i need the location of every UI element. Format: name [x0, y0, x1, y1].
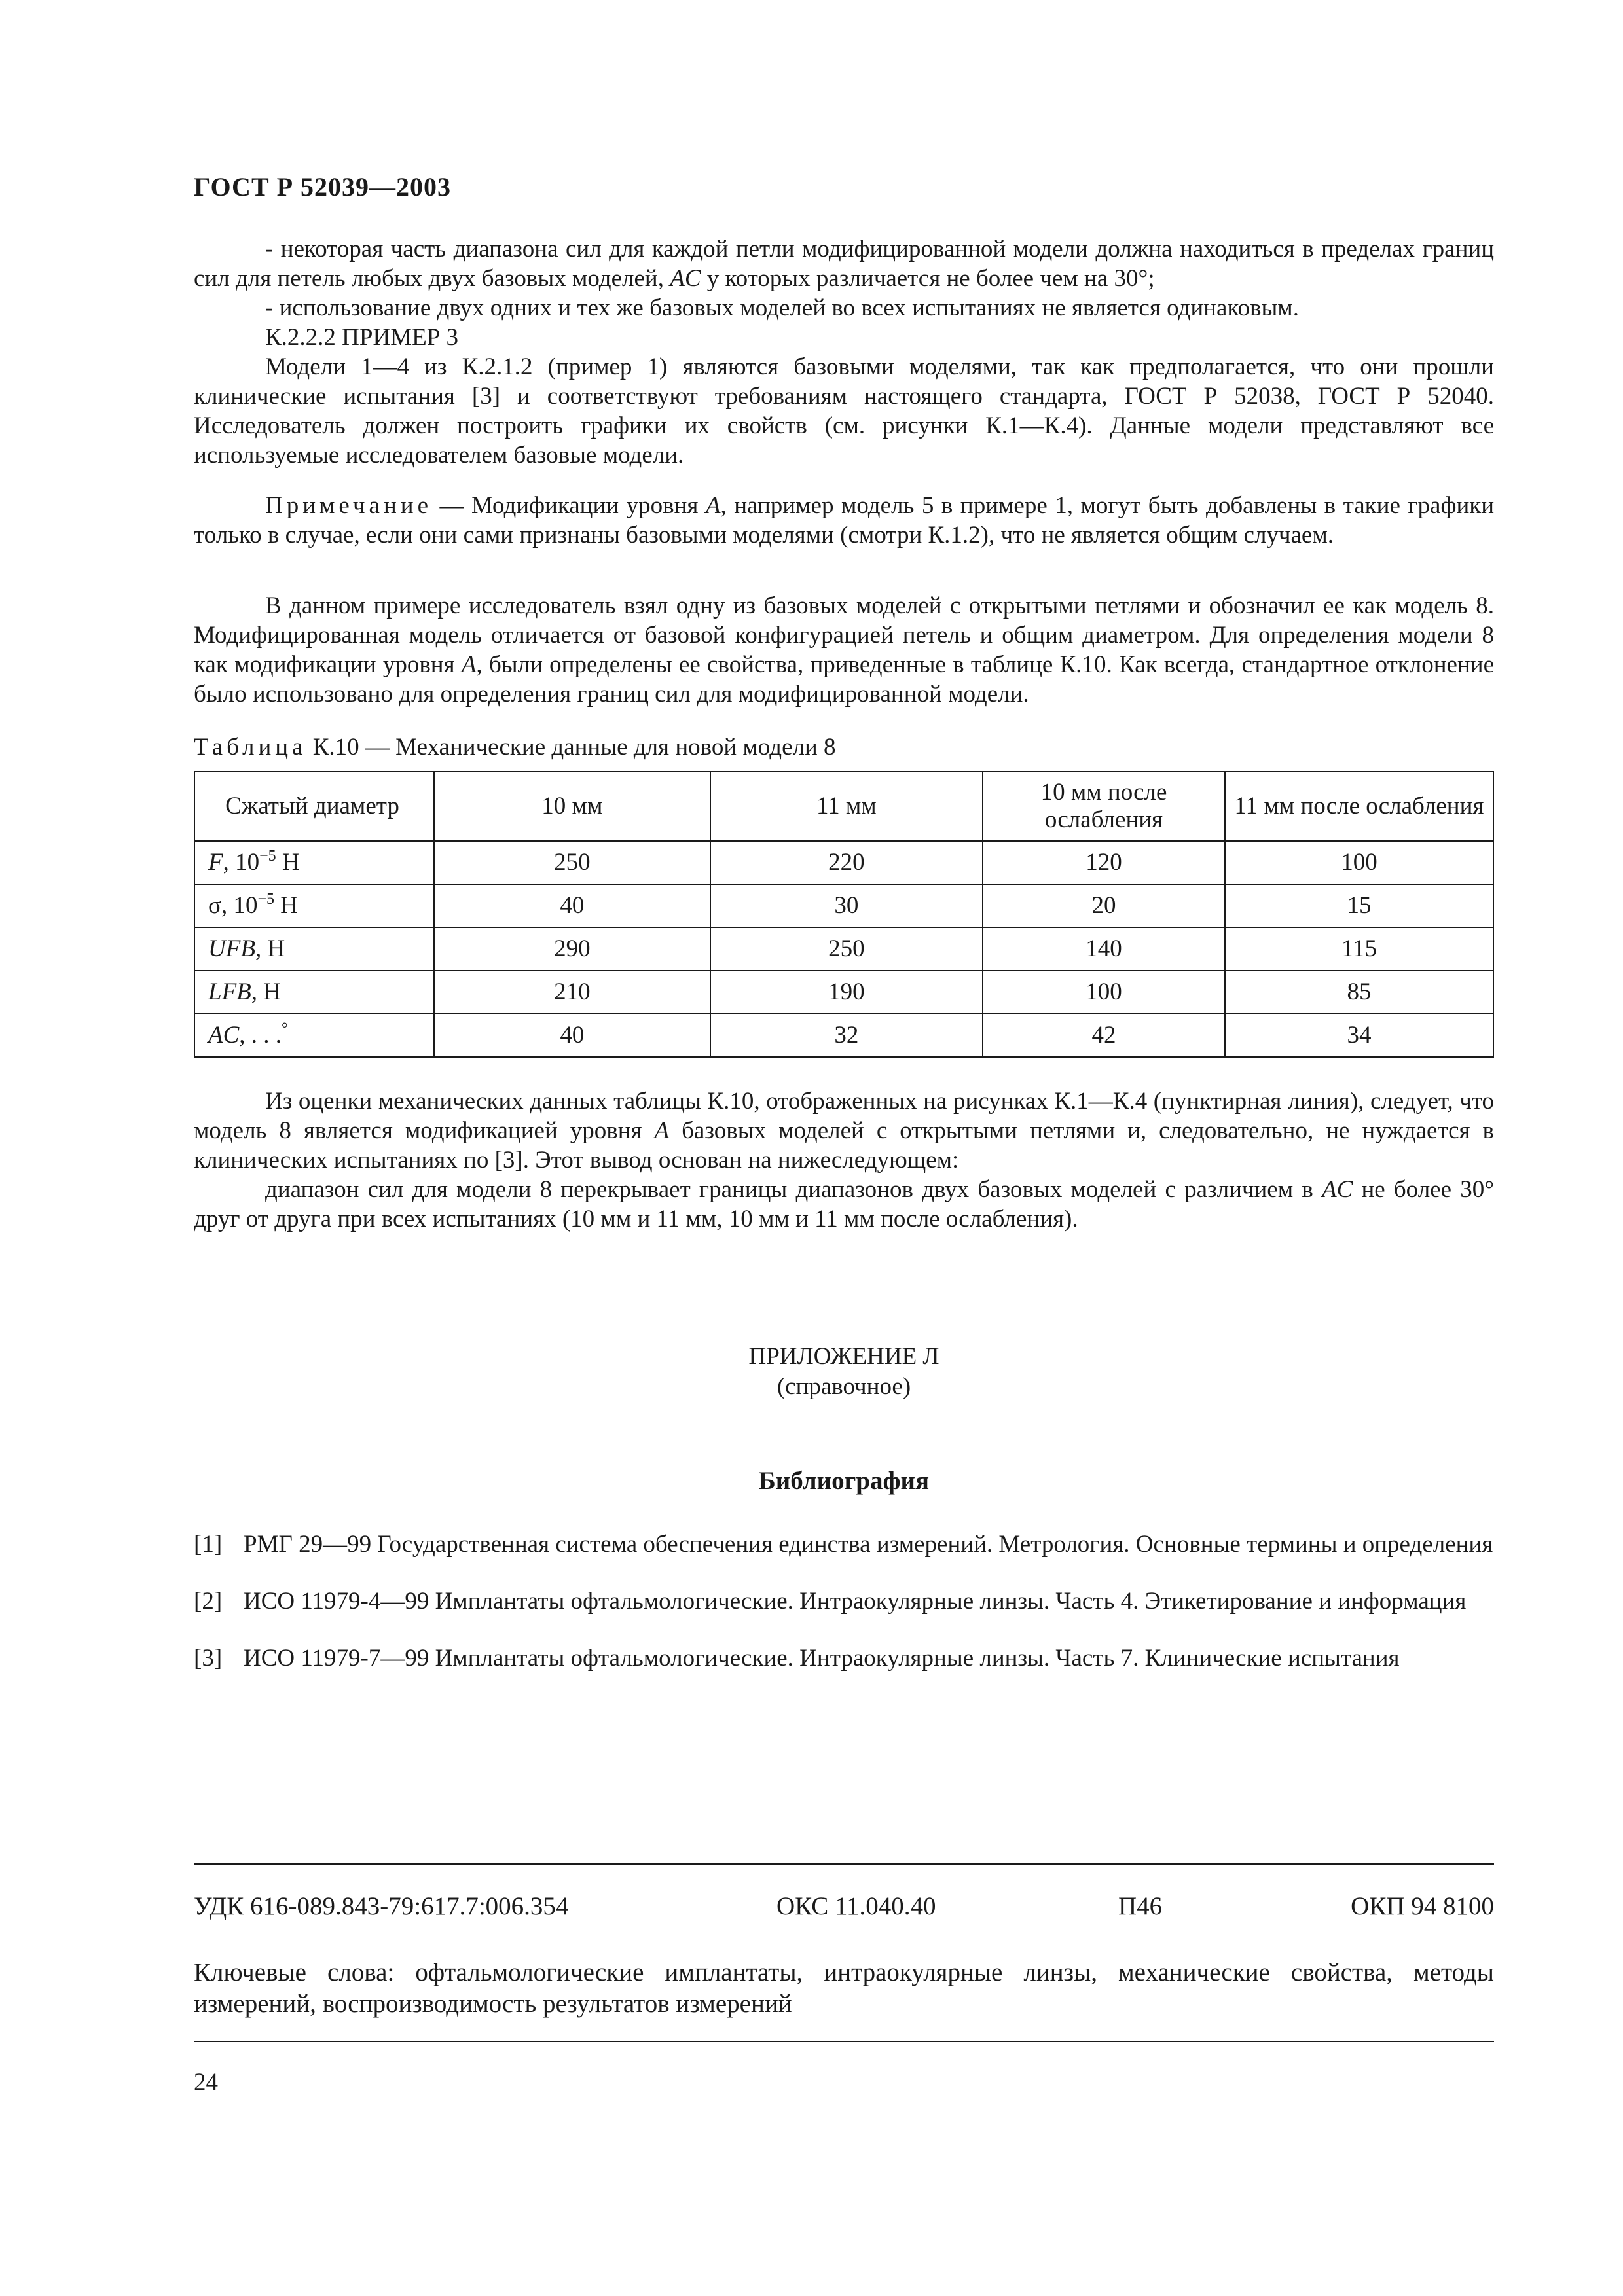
table-cell: 40	[434, 1014, 710, 1057]
example-paragraph: В данном примере исследователь взял одну из базовых моделей с открытыми петлями и обозначил ее как модель 8. Модифицированная модель отличается от базовой конфигурацией петель и общим диаметром. Для определения модели 8 как модификации уровня А, были определены ее свойства, приведенные в таблице К.10. Как всегда, стандартное отклонение было использовано для определения границ сил для модифицированной модели.	[194, 592, 1494, 708]
table-cell: 85	[1225, 971, 1493, 1014]
bibliography-number: [2]	[194, 1588, 223, 1615]
bibliography-item	[194, 1644, 1494, 1672]
table-header-cell: 10 мм после ослабления	[983, 772, 1225, 841]
bibliography-text: ИСО 11979-7—99 Имплантаты офтальмологические. Интраокулярные линзы. Часть 7. Клинические испытания	[244, 1645, 1400, 1672]
bibliography-text: РМГ 29—99 Государственная система обеспечения единства измерений. Метрология. Основные термины и определения	[244, 1531, 1493, 1558]
table-header-cell: 10 мм	[434, 772, 710, 841]
page-number: 24	[194, 2069, 218, 2096]
paragraph-two-models: - использование двух одних и тех же базовых моделей во всех испытаниях не является одинаковым.	[265, 295, 1299, 321]
bibliography-item	[194, 1587, 1494, 1615]
keywords: Ключевые слова: офтальмологические имплантаты, интраокулярные линзы, механические свойства, методы измерений, воспроизводимость результатов измерений	[194, 1958, 1494, 2018]
table-header-cell: 11 мм после ослабления	[1225, 772, 1493, 841]
footer-divider-bottom	[194, 2041, 1494, 2042]
note-paragraph: Примечание — Модификации уровня А, например модель 5 в примере 1, могут быть добавлены в такие графики только в случае, если они сами признаны базовыми моделями (смотри К.1.2), что не является общим случаем.	[194, 492, 1495, 548]
bibliography-number: [3]	[194, 1645, 223, 1672]
table-cell: 20	[983, 884, 1225, 927]
table-cell: 250	[710, 927, 983, 971]
table-cell: 42	[983, 1014, 1225, 1057]
range-paragraph: диапазон сил для модели 8 перекрывает границы диапазонов двух базовых моделей с различием в AC не более 30° друг от друга при всех испытаниях (10 мм и 11 мм, 10 мм и 11 мм после ослабления).	[194, 1176, 1494, 1232]
table-row	[194, 971, 1493, 1014]
table-caption: Таблица К.10 — Механические данные для новой модели 8	[194, 734, 836, 761]
table-cell: 140	[983, 927, 1225, 971]
p46-code: П46	[1118, 1892, 1163, 1920]
mechanical-data-table	[194, 771, 1494, 1058]
table-cell: 120	[983, 841, 1225, 884]
okp-code: ОКП 94 8100	[1351, 1892, 1494, 1920]
table-cell: 250	[434, 841, 710, 884]
paragraph-force-range: - некоторая часть диапазона сил для каждой петли модифицированной модели должна находиться в пределах границ сил для петель любых двух базовых моделей, AC у которых различается не более чем на 30°;	[194, 236, 1494, 292]
conclusion-paragraph: Из оценки механических данных таблицы К.10, отображенных на рисунках К.1—К.4 (пунктирная линия), следует, что модель 8 является модификацией уровня А базовых моделей с открытыми петлями и, следовательно, не нуждается в клинических испытаниях по [3]. Этот вывод основан на нижеследующем:	[194, 1088, 1494, 1174]
row-label: F, $10^{-5}$ Н	[194, 841, 434, 884]
table-cell: 115	[1225, 927, 1493, 971]
table-cell: 210	[434, 971, 710, 1014]
intro-block	[194, 234, 1494, 470]
section-heading-k222: К.2.2.2 ПРИМЕР 3	[265, 324, 459, 351]
oks-code: ОКС 11.040.40	[776, 1892, 936, 1920]
conclusion-block	[194, 1086, 1494, 1234]
bibliography-item	[194, 1530, 1494, 1558]
bibliography-text: ИСО 11979-4—99 Имплантаты офтальмологические. Интраокулярные линзы. Часть 4. Этикетирование и информация	[244, 1588, 1467, 1615]
row-label: LFB, Н	[194, 971, 434, 1014]
table-cell: 34	[1225, 1014, 1493, 1057]
table-cell: 100	[1225, 841, 1493, 884]
table-row	[194, 841, 1493, 884]
table-header-cell: Сжатый диаметр	[194, 772, 434, 841]
table-row	[194, 1014, 1493, 1057]
table-cell: 32	[710, 1014, 983, 1057]
note-block	[194, 491, 1494, 550]
row-label: UFB, Н	[194, 927, 434, 971]
udk-code: УДК 616-089.843-79:617.7:006.354	[194, 1892, 569, 1920]
table-cell: 40	[434, 884, 710, 927]
table-cell: 220	[710, 841, 983, 884]
table-row	[194, 927, 1493, 971]
table-row	[194, 884, 1493, 927]
appendix-subtitle: (справочное)	[776, 1373, 911, 1400]
table-header-row	[194, 772, 1493, 841]
table-header-cell: 11 мм	[710, 772, 983, 841]
appendix-title: ПРИЛОЖЕНИЕ Л	[748, 1343, 939, 1370]
footer-divider-top	[194, 1863, 1494, 1865]
paragraph-models-1-4: Модели 1—4 из К.2.1.2 (пример 1) являются базовыми моделями, так как предполагается, что они прошли клинические испытания [3] и соответствуют требованиям настоящего стандарта, ГОСТ Р 52038, ГОСТ Р 52040. Исследователь должен построить графики их свойств (см. рисунки К.1—К.4). Данные модели представляют все используемые исследователем базовые модели.	[194, 353, 1494, 469]
bibliography-heading: Библиография	[758, 1467, 930, 1495]
document-header-title: ГОСТ Р 52039—2003	[194, 172, 452, 202]
table-cell: 190	[710, 971, 983, 1014]
example-block	[194, 591, 1494, 709]
table-cell: 15	[1225, 884, 1493, 927]
table-cell: 290	[434, 927, 710, 971]
bibliography-number: [1]	[194, 1531, 223, 1558]
row-label: AC, . . .°	[194, 1014, 434, 1057]
table-cell: 30	[710, 884, 983, 927]
row-label: σ, $10^{-5}$ Н	[194, 884, 434, 927]
table-cell: 100	[983, 971, 1225, 1014]
